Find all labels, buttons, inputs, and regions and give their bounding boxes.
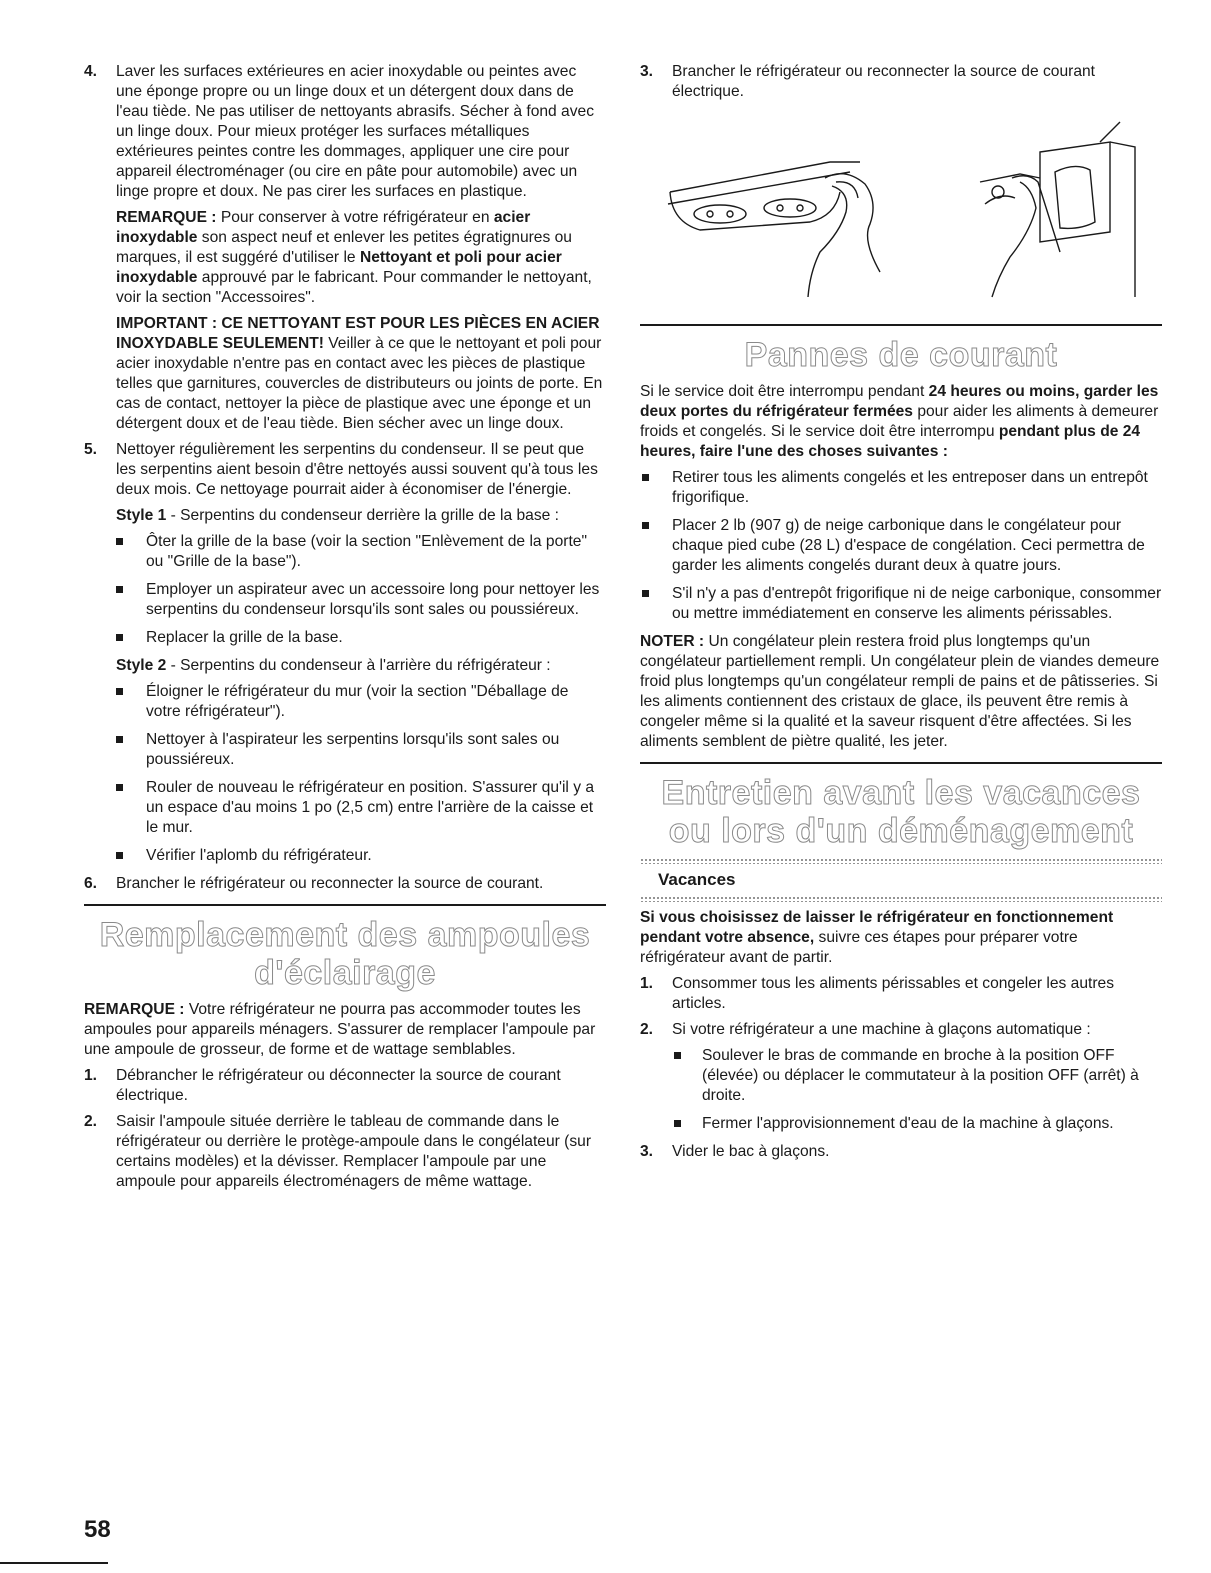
item-text: Laver les surfaces extérieures en acier inoxydable ou peintes avec une éponge propre ou un linge doux et un détergent doux dans de l'eau tiède. Ne pas utiliser de nettoyants abrasifs. Sécher à fond avec un linge doux. Pour mieux protéger les surfaces métalliques extérieures peintes contre les dommages, appliquer une cire pour appareil électroménager (ou cire en pâte pour automobile) avec un linge propre et doux. Ne pas cirer les surfaces en plastique. [116, 63, 595, 200]
vacances-text: suivre ces étapes pour préparer votre réfrigérateur avant de partir. [640, 929, 1078, 966]
style2-paragraph [116, 656, 606, 676]
style1-text: - Serpentins du condenseur derrière la grille de la base : [166, 507, 559, 524]
list-number: 3. [640, 1143, 654, 1160]
step-3 [640, 62, 1162, 102]
list-number: 6. [84, 875, 98, 892]
list-item: Employer un aspirateur avec un accessoire long pour nettoyer les serpentins du condenseur lorsqu'ils sont sales ou poussiéreux. [84, 580, 606, 620]
section-title-ampoules: Remplacement des ampoules d'éclairage [99, 916, 591, 992]
remarque2-paragraph [84, 1000, 606, 1060]
remarque-text: son aspect neuf et enlever les petites égratignures ou marques, il est suggéré d'utiliser le [116, 229, 572, 266]
style1-paragraph [116, 506, 606, 526]
list-item: Ôter la grille de la base (voir la section "Enlèvement de la porte" ou "Grille de la base"). [84, 532, 606, 572]
list-item: Retirer tous les aliments congelés et les entreposer dans un entrepôt frigorifique. [640, 468, 1162, 508]
vacances-step-1 [640, 974, 1162, 1014]
list-item: Fermer l'approvisionnement d'eau de la machine à glaçons. [640, 1114, 1162, 1134]
list-item: Soulever le bras de commande en broche à la position OFF (élevée) ou déplacer le commutateur à la position OFF (arrêt) à droite. [640, 1046, 1162, 1106]
list-item: Replacer la grille de la base. [84, 628, 606, 648]
style2-text: - Serpentins du condenseur à l'arrière du réfrigérateur : [166, 657, 551, 674]
pannes-intro [640, 382, 1162, 462]
remarque-text: approuvé par le fabricant. Pour commander le nettoyant, voir la section "Accessoires". [116, 269, 592, 306]
footer-rule [0, 1562, 108, 1564]
important-label: IMPORTANT : CE NETTOYANT EST POUR LES PIÈCES EN ACIER INOXYDABLE SEULEMENT! [116, 315, 600, 352]
vacances-intro [640, 908, 1162, 968]
list-item: Placer 2 lb (907 g) de neige carbonique dans le congélateur pour chaque pied cube (28 L) d'espace de congélation. Ceci permettra de garder les aliments congelés durant deux à quatre jours. [640, 516, 1162, 576]
step-text: Vider le bac à glaçons. [672, 1143, 830, 1160]
step-text: Si votre réfrigérateur a une machine à glaçons automatique : [672, 1021, 1091, 1038]
noter-text: Un congélateur plein restera froid plus longtemps qu'un congélateur partiellement rempli. Un congélateur plein de viandes demeure froid plus longtemps qu'un congélateur rempli de pains et de pâtisseries. Si les aliments contiennent des cristaux de glace, ils peuvent être remis à congeler même si la qualité et la saveur risquent d'être affectées. Si les aliments semblent de piètre qualité, les jeter. [640, 633, 1160, 750]
item-text: Brancher le réfrigérateur ou reconnecter la source de courant. [116, 875, 544, 892]
list-number: 2. [640, 1021, 654, 1038]
vacances-step-3 [640, 1142, 1162, 1162]
vacances-bold: Si vous choisissez de laisser le réfrigérateur en fonctionnement pendant votre absence, [640, 909, 1114, 946]
noter-paragraph [640, 632, 1162, 752]
pannes-bold: pendant plus de 24 heures, faire l'une des choses suivantes : [640, 423, 1141, 460]
remarque-text: Votre réfrigérateur ne pourra pas accommoder toutes les ampoules pour appareils ménagers. S'assurer de remplacer l'ampoule par une ampoule de grosseur, de forme et de wattage semblables. [84, 1001, 596, 1058]
list-number: 5. [84, 441, 98, 458]
dotted-divider [640, 896, 1162, 902]
bulb-replacement-illustration [640, 112, 1162, 302]
remarque-bold: Nettoyant et poli pour acier inoxydable [116, 249, 562, 286]
subheading-vacances: Vacances [658, 870, 736, 889]
style1-label: Style 1 [116, 507, 167, 524]
remarque-bold: acier inoxydable [116, 209, 531, 246]
dotted-divider [640, 858, 1162, 864]
list-number: 3. [640, 63, 654, 80]
list-number: 4. [84, 63, 98, 80]
right-column [640, 62, 1162, 1168]
section-divider [640, 762, 1162, 764]
remarque-label: REMARQUE : [84, 1001, 185, 1018]
section-title-entretien: Entretien avant les vacances ou lors d'un déménagement [661, 774, 1141, 850]
list-item: Rouler de nouveau le réfrigérateur en position. S'assurer qu'il y a un espace d'au moins 1 po (2,5 cm) entre l'arrière de la caisse et le mur. [84, 778, 606, 838]
step-text: Brancher le réfrigérateur ou reconnecter la source de courant électrique. [672, 63, 1095, 100]
list-item: S'il n'y a pas d'entrepôt frigorifique ni de neige carbonique, consommer ou mettre immédiatement en conserve les aliments périssables. [640, 584, 1162, 624]
list-number: 2. [84, 1113, 98, 1130]
step-text: Saisir l'ampoule située derrière le tableau de commande dans le réfrigérateur ou derrière le protège-ampoule dans le congélateur (sur certains modèles) et la dévisser. Remplacer l'ampoule par une ampoule pour appareils électroménagers de même wattage. [116, 1113, 592, 1190]
step-text: Consommer tous les aliments périssables et congeler les autres articles. [672, 975, 1115, 1012]
step-2 [84, 1112, 606, 1192]
section-divider [84, 904, 606, 906]
list-item-4 [84, 62, 606, 202]
remarque-text: Pour conserver à votre réfrigérateur en [216, 209, 494, 226]
step-1 [84, 1066, 606, 1106]
section-divider [640, 324, 1162, 326]
important-paragraph [116, 314, 606, 434]
list-item: Vérifier l'aplomb du réfrigérateur. [84, 846, 606, 866]
remarque-label: REMARQUE : [116, 209, 217, 226]
vacances-step-2 [640, 1020, 1162, 1040]
left-column [84, 62, 606, 1198]
list-item: Éloigner le réfrigérateur du mur (voir la section "Déballage de votre réfrigérateur"). [84, 682, 606, 722]
list-number: 1. [84, 1067, 98, 1084]
item-text: Nettoyer régulièrement les serpentins du condenseur. Il se peut que les serpentins aient besoin d'être nettoyés aussi souvent qu'à tous les deux mois. Ce nettoyage pourrait aider à économiser de l'énergie. [116, 441, 598, 498]
list-item: Nettoyer à l'aspirateur les serpentins lorsqu'ils sont sales ou poussiéreux. [84, 730, 606, 770]
page-number: 58 [84, 1516, 111, 1543]
list-number: 1. [640, 975, 654, 992]
noter-label: NOTER : [640, 633, 705, 650]
pannes-bold: 24 heures ou moins, garder les deux portes du réfrigérateur fermées [640, 383, 1159, 420]
pannes-text: Si le service doit être interrompu pendant [640, 383, 929, 400]
list-item-5 [84, 440, 606, 500]
style2-label: Style 2 [116, 657, 167, 674]
pannes-text: pour aider les aliments à demeurer froids et congelés. Si le service doit être interrompu [640, 403, 1159, 440]
list-item-6 [84, 874, 606, 894]
remarque-paragraph [116, 208, 606, 308]
step-text: Débrancher le réfrigérateur ou déconnecter la source de courant électrique. [116, 1067, 561, 1104]
important-text: Veiller à ce que le nettoyant et poli pour acier inoxydable n'entre pas en contact avec les pièces de plastique telles que garnitures, couvercles de distributeurs ou joints de porte. En cas de contact, nettoyer la pièce de plastique avec une éponge et un détergent doux et de l'eau tiède. Bien sécher avec un linge doux. [116, 335, 603, 432]
section-title-pannes: Pannes de courant [744, 336, 1058, 374]
